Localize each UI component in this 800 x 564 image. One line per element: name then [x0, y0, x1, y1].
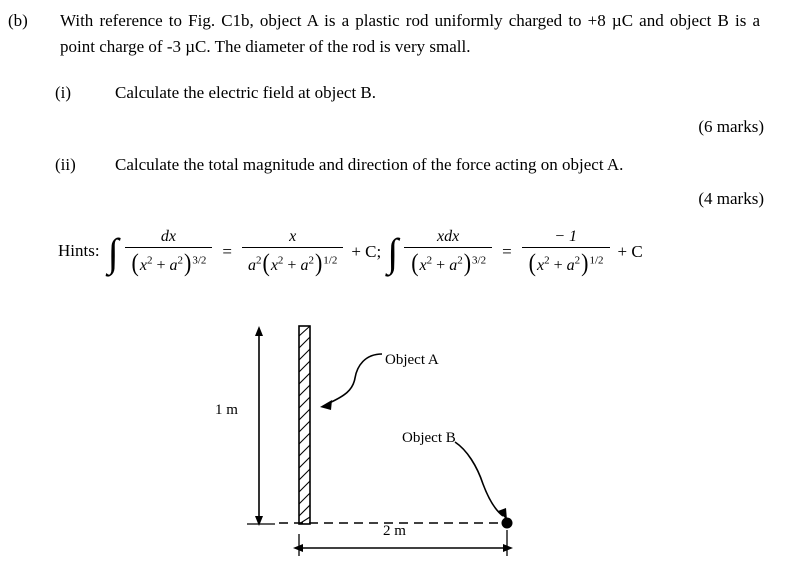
question-sub-i: [55, 80, 795, 106]
marks-ii: (4 marks): [698, 189, 764, 208]
fraction-1-denominator: $(x^2 + a^2)^{3/2}$: [125, 247, 213, 276]
hints-formula: [106, 228, 647, 276]
sub-ii-text: Calculate the total magnitude and direction of the force acting on object A.: [115, 155, 624, 174]
fraction-3-denominator: $(x^2 + a^2)^{3/2}$: [404, 247, 492, 276]
leader-object-b: [455, 442, 503, 516]
fraction-2-numerator: x: [289, 228, 297, 245]
figure-label-object-a: Object A: [385, 352, 439, 368]
leader-arrow-a: [320, 400, 332, 410]
charged-rod-object-a: [299, 326, 310, 524]
fraction-3: [404, 228, 492, 276]
constant-1: + C;: [351, 242, 382, 261]
constant-2: + C: [617, 242, 643, 261]
point-charge-object-b: [502, 518, 513, 529]
figure-label-vertical-dimension: 1 m: [215, 402, 238, 418]
hints-block: [58, 228, 647, 276]
equals-2: =: [502, 242, 512, 261]
sub-ii-label: (ii): [55, 155, 76, 174]
part-b-text: With reference to Fig. C1b, object A is a plastic rod uniformly charged to +8 µC and object B is a point charge of -3 µC. The diameter of the rod is very small.: [60, 11, 760, 57]
fraction-1-numerator: dx: [160, 228, 177, 245]
marks-i: (6 marks): [698, 117, 764, 136]
question-sub-ii: [55, 152, 795, 178]
fraction-3-numerator: xdx: [437, 228, 460, 245]
arrow-head-up: [255, 326, 263, 336]
fraction-4: [522, 228, 610, 276]
equals-1: =: [222, 242, 232, 261]
sub-i-label: (i): [55, 83, 72, 102]
integral-icon-2: ∫: [387, 230, 399, 275]
part-b-label: (b): [8, 11, 28, 30]
fraction-1: [125, 228, 213, 276]
fraction-4-numerator: − 1: [554, 228, 577, 245]
question-part-b: [8, 8, 788, 61]
fraction-2-denominator: $a^2(x^2 + a^2)^{1/2}$: [242, 247, 343, 276]
fraction-2: [242, 228, 343, 276]
hints-label: Hints:: [58, 241, 100, 260]
integral-icon: ∫: [107, 230, 119, 275]
figure-c1b: [215, 320, 575, 560]
sub-i-text: Calculate the electric field at object B.: [115, 83, 377, 102]
fraction-4-denominator: $(x^2 + a^2)^{1/2}$: [522, 247, 610, 276]
leader-arrow-b: [498, 508, 507, 520]
figure-label-horizontal-dimension: 2 m: [383, 523, 406, 539]
figure-label-object-b: Object B: [402, 430, 456, 446]
leader-object-a: [327, 354, 382, 404]
